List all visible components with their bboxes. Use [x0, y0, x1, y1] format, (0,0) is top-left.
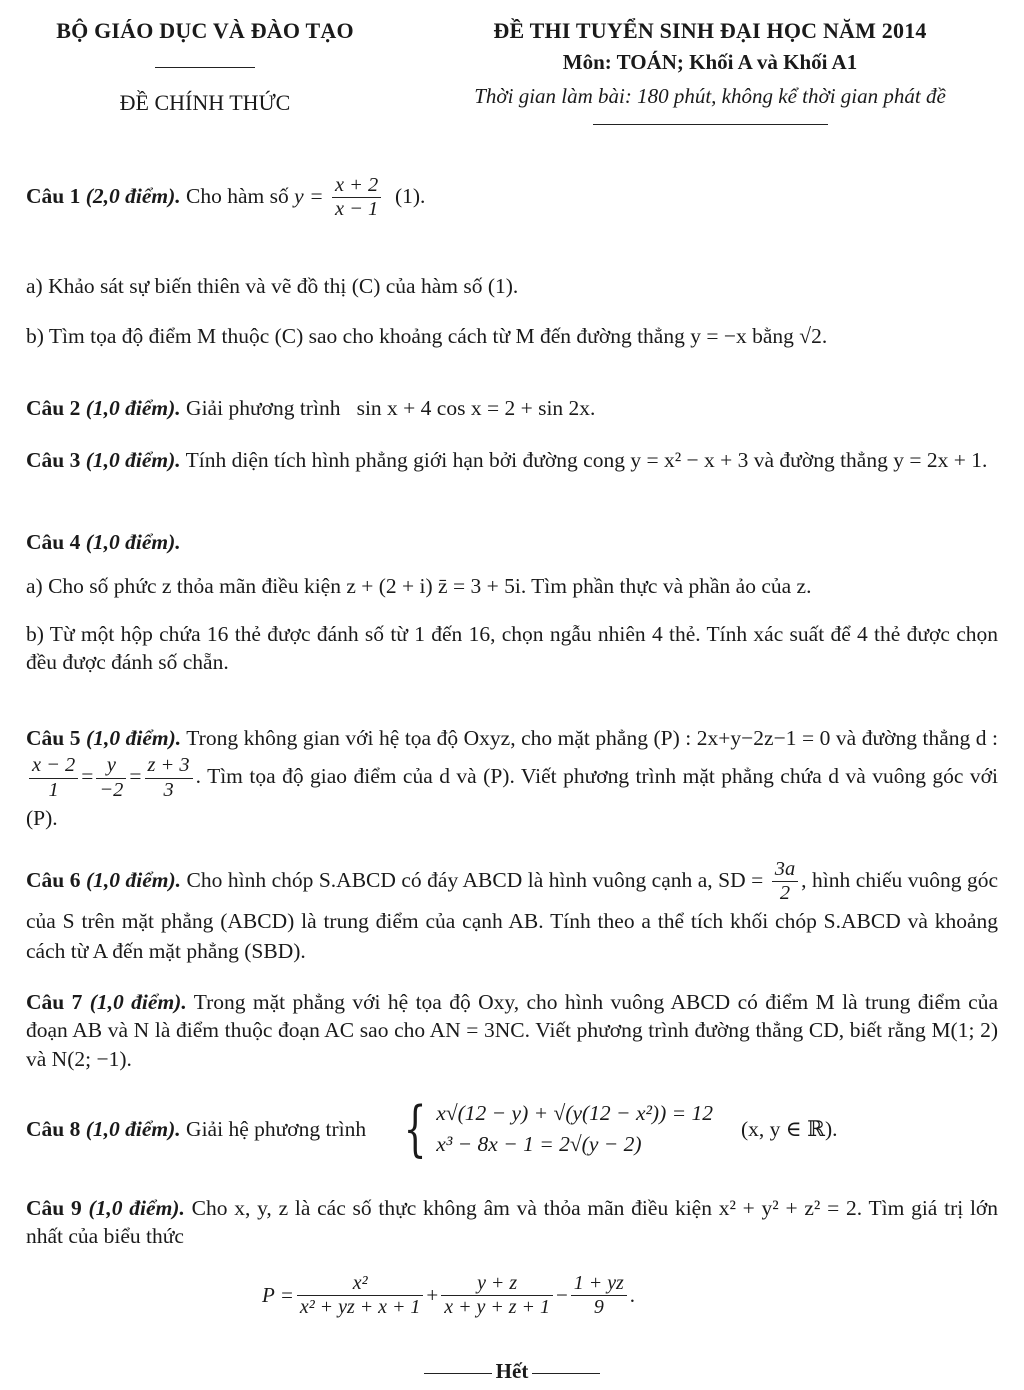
official-label: ĐỀ CHÍNH THỨC — [119, 90, 291, 116]
header-right-rule — [593, 124, 828, 125]
question-4a: a) Cho số phức z thỏa mãn điều kiện z + (2 + i) z̄ = 3 + 5i. Tìm phần thực và phần ảo của z. — [26, 574, 812, 598]
q6-fraction: $\frac{3a}{2}$ — [772, 858, 798, 906]
question-7: Câu 7 (1,0 điểm). Trong mặt phẳng với hệ tọa độ Oxy, cho hình vuông ABCD có điểm M là trung điểm của đoạn AB và N là điểm thuộc đoạn AC sao cho AN = 3NC. Viết phương trình đường thẳng CD, biết rằng M(1; 2) và N(2; −1). — [26, 990, 999, 1071]
q5-fraction-1: $\frac{x - 2}{1}$ — [29, 754, 78, 802]
header-right — [415, 16, 1005, 125]
exam-subject: Môn: TOÁN; Khối A và Khối A1 — [562, 50, 858, 75]
question-6: Câu 6 (1,0 điểm). Cho hình chóp S.ABCD có đáy ABCD là hình vuông cạnh a, SD = $\frac{3a}{2}$ , hình chiếu vuông góc của S trên mặt phẳng (ABCD) là trung điểm của cạnh AB. Tính theo a thể tích khối chóp S.ABCD và khoảng cách từ A đến mặt phẳng (SBD). — [26, 858, 999, 964]
exam-time: Thời gian làm bài: 180 phút, không kể thời gian phát đề — [474, 83, 946, 108]
question-4: Câu 4 (1,0 điểm). — [26, 530, 181, 554]
question-3: Câu 3 (1,0 điểm). Tính diện tích hình phẳng giới hạn bởi đường cong y = x² − x + 3 và đường thẳng y = 2x + 1. — [26, 448, 988, 472]
q1-fraction: $\frac{x + 2}{x - 1}$ — [332, 174, 381, 222]
ministry-name: BỘ GIÁO DỤC VÀ ĐÀO TẠO — [56, 18, 354, 43]
equation-system — [396, 1094, 714, 1165]
end-marker: Hết — [0, 1358, 1024, 1386]
question-1a: a) Khảo sát sự biến thiên và vẽ đồ thị (C) của hàm số (1). — [26, 274, 519, 298]
system-domain: (x, y ∈ ℝ). — [741, 1116, 838, 1141]
question-8: Câu 8 (1,0 điểm). Giải hệ phương trình { x√(12 − y) + √(y(12 − x²)) = 12 x³ − 8x − 1 = 2√(y − 2) (x, y ∈ ℝ). — [26, 1094, 838, 1165]
brace-icon: { — [403, 1094, 427, 1165]
q5-fraction-3: $\frac{z + 3}{3}$ — [145, 754, 193, 802]
question-1b: b) Tìm tọa độ điểm M thuộc (C) sao cho khoảng cách từ M đến đường thẳng y = −x bằng √2. — [26, 324, 828, 348]
question-4b: b) Từ một hộp chứa 16 thẻ được đánh số từ 1 đến 16, chọn ngẫu nhiên 4 thẻ. Tính xác suất để 4 thẻ được chọn đều được đánh số chẵn. — [26, 622, 998, 675]
p-fraction-1: $\frac{\text{x²}}{\text{x² + yz + x + 1}}$ — [297, 1272, 424, 1319]
question-9: Câu 9 (1,0 điểm). Cho x, y, z là các số thực không âm và thỏa mãn điều kiện x² + y² + z² = 2. Tìm giá trị lớn nhất của biểu thức — [26, 1196, 999, 1249]
p-fraction-3: $\frac{1 + yz}{9}$ — [571, 1272, 627, 1319]
system-eq-2: x³ − 8x − 1 = 2√(y − 2) — [436, 1132, 642, 1157]
system-eq-1: x√(12 − y) + √(y(12 − x²)) = 12 — [436, 1101, 714, 1125]
exam-title: ĐỀ THI TUYỂN SINH ĐẠI HỌC NĂM 2014 — [493, 18, 927, 43]
question-2: Câu 2 (1,0 điểm). Giải phương trình sin x + 4 cos x = 2 + sin 2x. — [26, 396, 596, 420]
header-left — [30, 16, 380, 117]
q5-fraction-2: $\frac{y}{-2}$ — [96, 754, 126, 802]
question-5: Câu 5 (1,0 điểm). Trong không gian với hệ tọa độ Oxyz, cho mặt phẳng (P) : 2x+y−2z−1 = 0 và đường thẳng d : $\frac{x - 2}{1}$ = $\frac{y}{-2}$ = $\frac{z + 3}{3}$ . Tìm tọa độ giao điểm của d và (P). Viết phương trình mặt phẳng chứa d và vuông góc với (P). — [26, 726, 999, 831]
question-1: Câu 1 (2,0 điểm). Cho hàm số y = $\frac{x + 2}{x - 1}$ (1). — [26, 174, 426, 221]
header-left-rule — [155, 67, 255, 68]
p-expression: P = $\frac{\text{x²}}{\text{x² + yz + x + 1}}$ + $\frac{y + z}{x + y + z + 1}$ − $\frac{1 + yz}{9}$ . — [262, 1272, 636, 1318]
p-fraction-2: $\frac{y + z}{x + y + z + 1}$ — [441, 1272, 553, 1319]
